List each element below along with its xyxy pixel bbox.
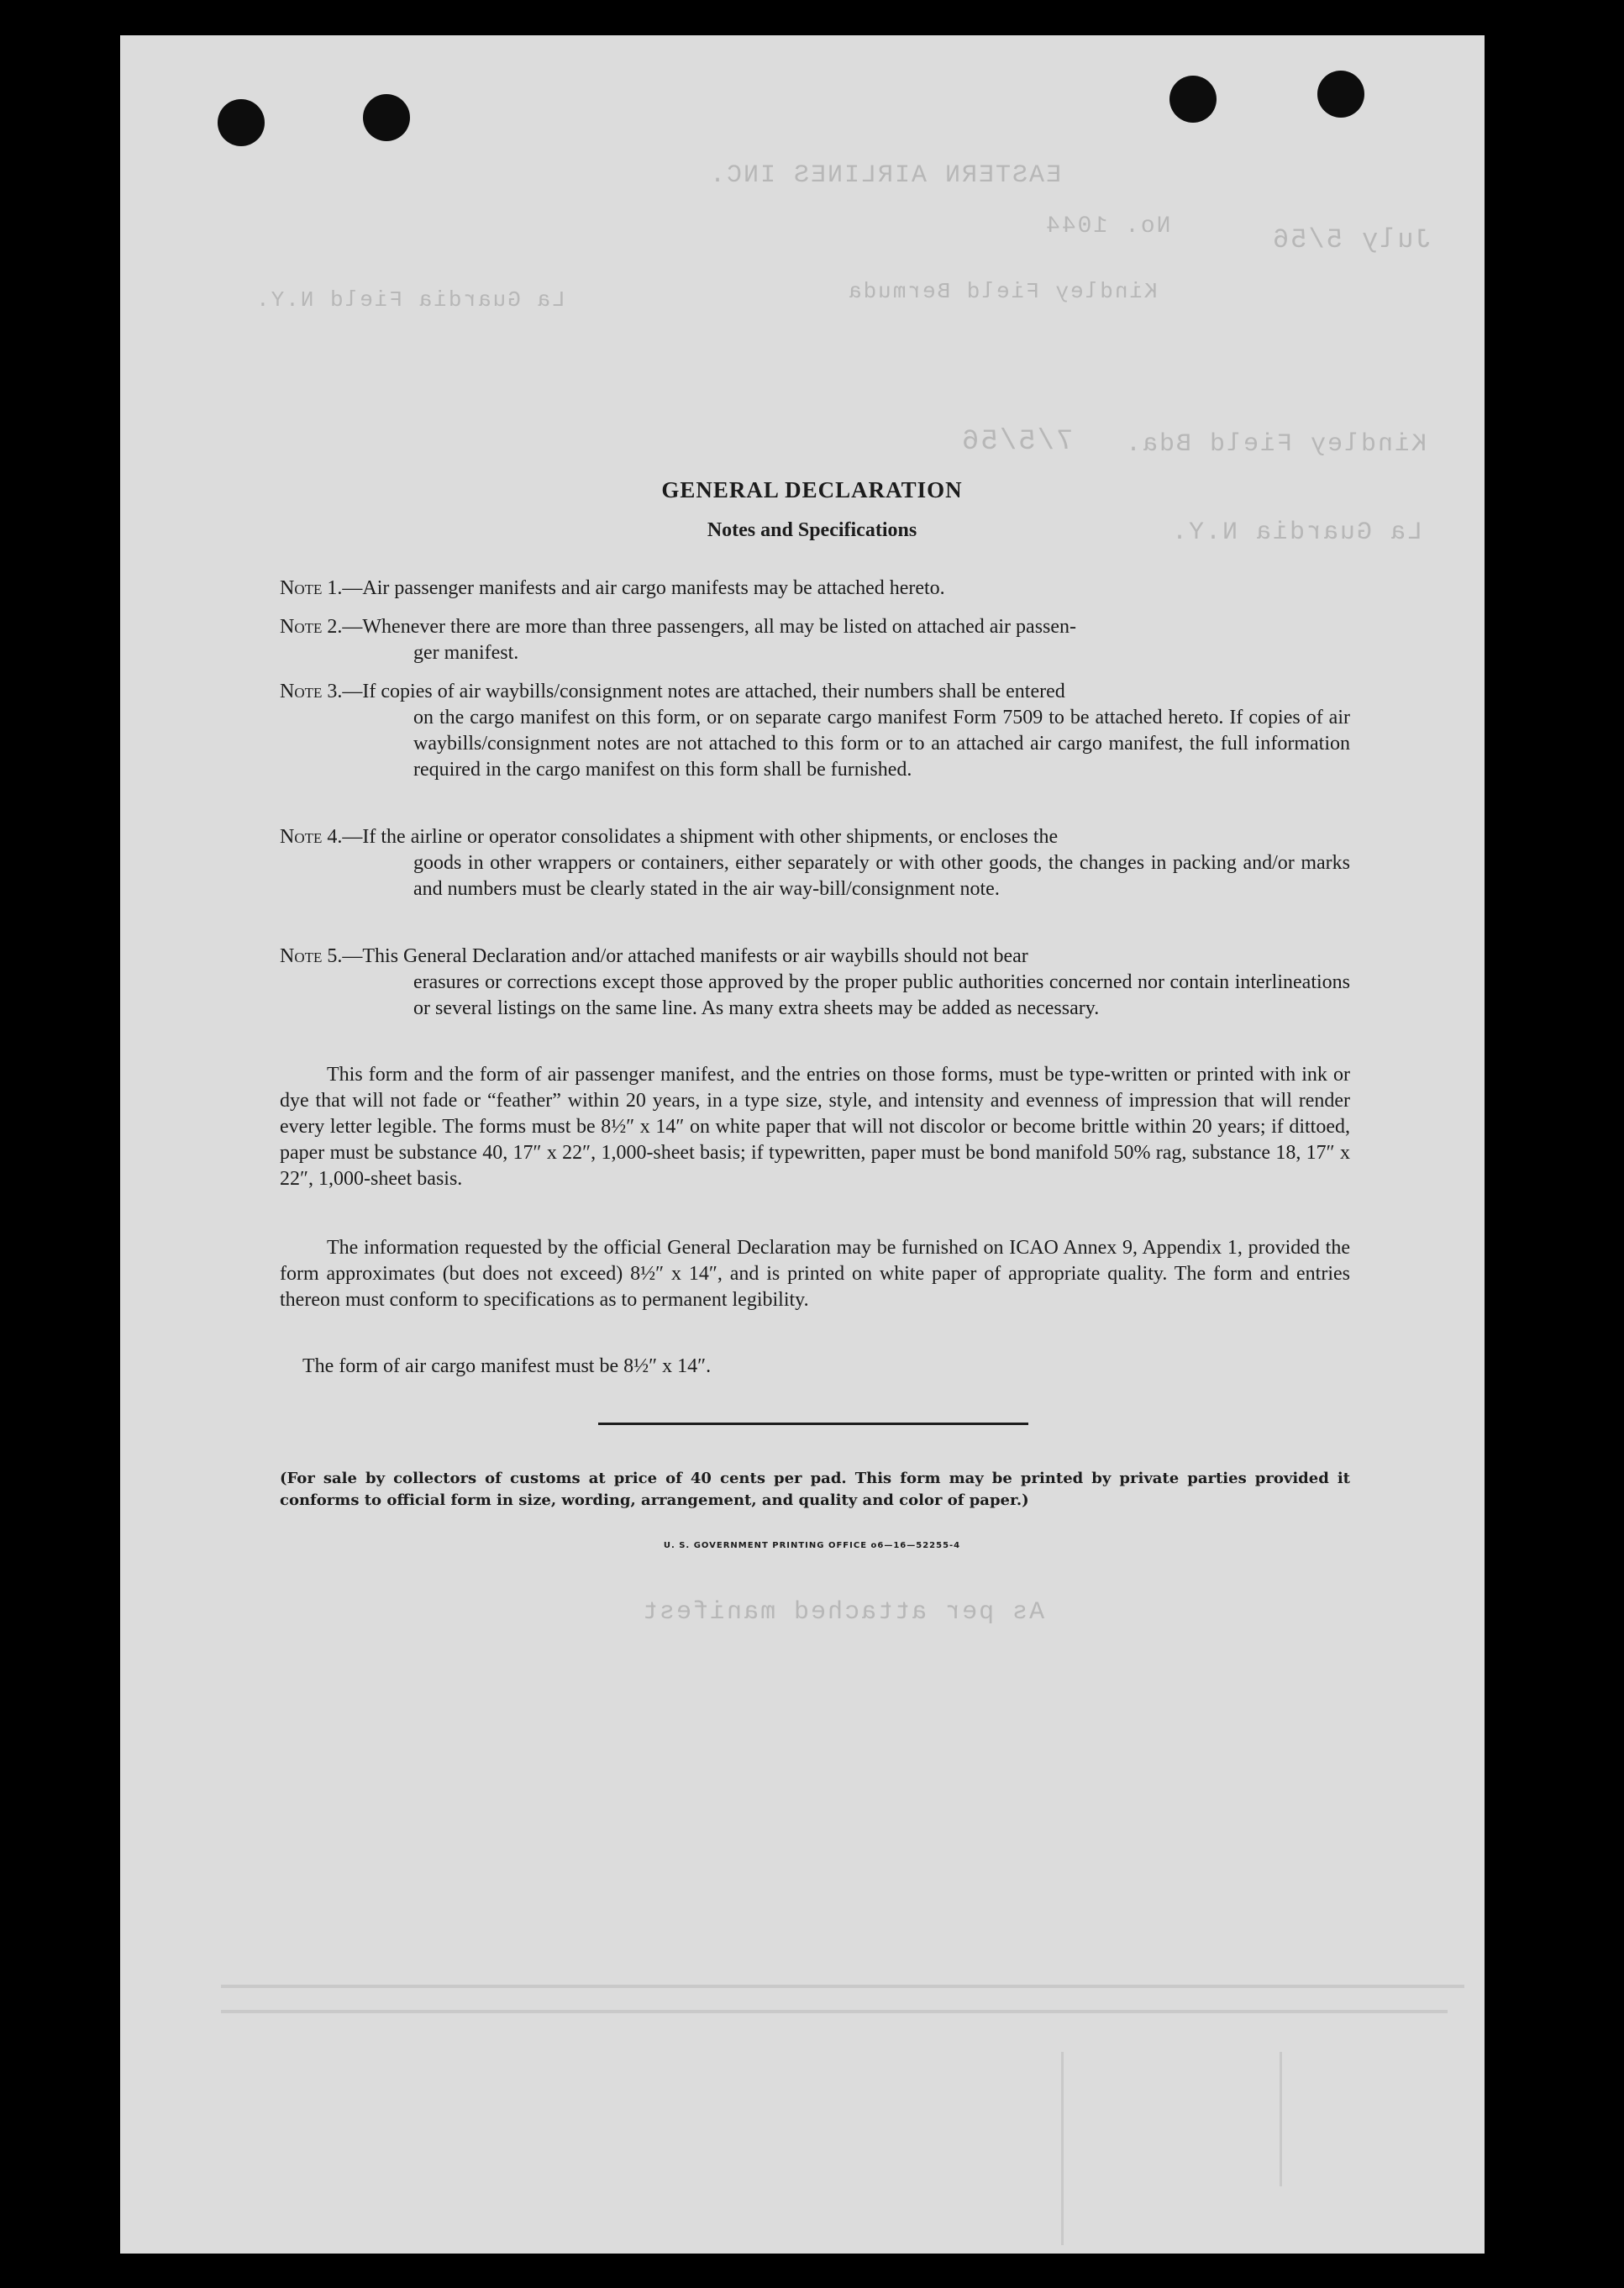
note-text: —Whenever there are more than three passengers, all may be listed on attached air passen- (342, 616, 1077, 638)
paragraph-cargo-manifest: The form of air cargo manifest must be 8½″ x 14″. (302, 1355, 712, 1377)
note-2 (280, 614, 1350, 666)
page-subtitle: Notes and Specifications (707, 519, 917, 541)
note-5 (280, 944, 1350, 1022)
bleed-through-cargo-note: As per attached manifest (641, 1598, 1045, 1627)
bleed-through-disembark-place: La Guardia N.Y. (1170, 518, 1423, 547)
punch-hole (1169, 76, 1217, 123)
note-continuation: ger manifest. (413, 642, 519, 664)
bleed-through-arrival: La Guardia Field N.Y. (255, 287, 565, 313)
paragraph-form-specs: This form and the form of air passenger manifest, and the entries on those forms, must be type-written or printed with ink or dye that will not fade or “feather” within 20 years, in a type size, style, and intensity and evenness of impression that will render every letter legible. The forms must be 8½″ x 14″ on white paper that will not discolor or become brittle within 20 years; if dittoed, paper must be substance 40, 17″ x 22″, 1,000-sheet basis; if typewritten, paper must be bond manifold 50% rag, substance 18, 17″ x 22″, 1,000-sheet basis. (280, 1064, 1350, 1190)
note-text: —If copies of air waybills/consignment notes are attached, their numbers shall be entered (342, 681, 1065, 702)
punch-hole (1317, 71, 1364, 118)
bleed-through-date: July 5/56 (1271, 224, 1432, 255)
bleed-through-flight-no: No. 1044 (1044, 213, 1171, 239)
note-number: 3. (327, 681, 343, 702)
punch-hole (218, 99, 265, 146)
note-label: Note (280, 681, 323, 702)
bleed-through-smear (1061, 2052, 1064, 2245)
note-number: 4. (327, 826, 343, 848)
note-4 (280, 824, 1350, 902)
note-continuation: goods in other wrappers or containers, either separately or with other goods, the changes in packing and/or marks and numbers must be clearly stated in the air way-bill/consignment note. (413, 852, 1350, 900)
note-number: 1. (327, 577, 343, 599)
bleed-through-smear (1280, 2052, 1282, 2186)
sale-notice: (For sale by collectors of customs at price of 40 cents per pad. This form may be printed by private parties provided it conforms to official form in size, wording, arrangement, and quality and color of paper.) (280, 1470, 1350, 1509)
bleed-through-embark-date: 7/5/56 (960, 426, 1074, 458)
note-label: Note (280, 616, 323, 638)
note-continuation: erasures or corrections except those approved by the proper public authorities concerned nor contain interlineations or several listings on the same line. As many extra sheets may be added as necessary. (413, 971, 1350, 1019)
page-title: GENERAL DECLARATION (661, 477, 963, 502)
bleed-through-airline: EASTERN AIRLINES INC. (708, 161, 1062, 190)
bleed-through-departure: Kindley Field Bermuda (847, 279, 1158, 304)
bleed-through-smear (221, 1985, 1464, 1988)
divider-rule (598, 1423, 1028, 1425)
note-1 (280, 576, 1350, 602)
note-number: 5. (327, 945, 343, 967)
note-3 (280, 679, 1350, 783)
paragraph-icao: The information requested by the official General Declaration may be furnished on ICAO Annex 9, Appendix 1, provided the form approximates (but does not exceed) 8½″ x 14″, and is printed on white paper of appropriate quality. The form and entries thereon must conform to specifications as to permanent legibility. (280, 1237, 1350, 1311)
note-label: Note (280, 826, 323, 848)
note-label: Note (280, 577, 323, 599)
note-number: 2. (327, 616, 343, 638)
note-continuation: on the cargo manifest on this form, or on separate cargo manifest Form 7509 to be attached hereto. If copies of air waybills/consignment notes are not attached to this form or to an attached air cargo manifest, the full information required in the cargo manifest on this form shall be furnished. (413, 707, 1350, 781)
printing-office-line: U. S. GOVERNMENT PRINTING OFFICE o6—16—52255-4 (663, 1541, 961, 1550)
punch-hole (363, 94, 410, 141)
note-text: —This General Declaration and/or attached manifests or air waybills should not bear (342, 945, 1028, 967)
note-text: —Air passenger manifests and air cargo manifests may be attached hereto. (342, 577, 945, 599)
note-text: —If the airline or operator consolidates a shipment with other shipments, or encloses the (342, 826, 1059, 848)
bleed-through-embark-place: Kindley Field Bda. (1124, 430, 1427, 459)
note-label: Note (280, 945, 323, 967)
bleed-through-smear (221, 2010, 1448, 2013)
